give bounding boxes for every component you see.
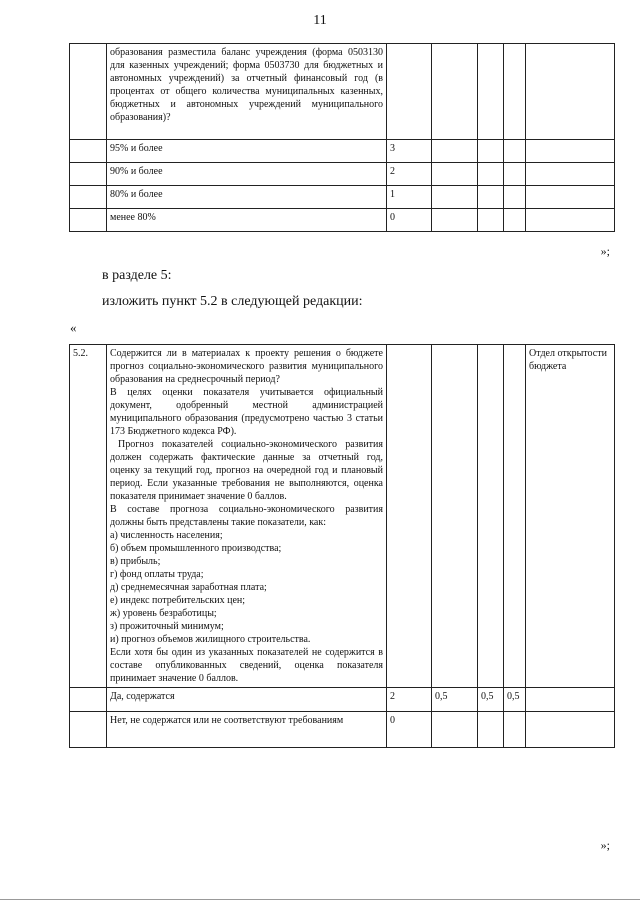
answer-label: 80% и более (107, 186, 387, 209)
list-item: з) прожиточный минимум; (110, 621, 224, 632)
criterion-paragraph: В целях оценки показателя учитывается официальный документ, одобренный местной администрацией муниципального образования (предусмотрено частью 3 статьи 173 Бюджетного кодекса РФ). (110, 387, 383, 437)
answer-score: 0 (387, 712, 432, 748)
instruction-text: изложить пункт 5.2 в следующей редакции: (102, 294, 363, 309)
criterion-question: Содержится ли в материалах к проекту решения о бюджете прогноз социально-экономического развития муниципального образования на среднесрочный период? (110, 348, 383, 385)
page-bottom-rule (0, 899, 640, 900)
table-row (70, 140, 615, 163)
criterion-paragraph: В составе прогноза социально-экономического развития должны быть представлены такие показатели, как: (110, 504, 383, 528)
criteria-table-1 (69, 43, 615, 232)
table-row (70, 163, 615, 186)
answer-score: 1 (387, 186, 432, 209)
answer-score: 0 (387, 209, 432, 232)
criterion-description (107, 345, 387, 688)
answer-label: Да, содержатся (107, 688, 387, 712)
question-text: образования разместила баланс учреждения (форма 0503130 для казенных учреждений; форма 0503730 для бюджетных и автономных учреждений) за отчетный финансовый год (в процентах от общего количества муниципальных казенных, бюджетных и автономных учреждений муниципального образования)? (107, 44, 387, 140)
table-row (70, 186, 615, 209)
list-item: д) среднемесячная заработная плата; (110, 582, 267, 593)
list-item: е) индекс потребительских цен; (110, 595, 246, 606)
list-item: г) фонд оплаты труда; (110, 569, 204, 580)
list-item: ж) уровень безработицы; (110, 608, 217, 619)
answer-label: 90% и более (107, 163, 387, 186)
answer-value: 0,5 (504, 688, 526, 712)
list-item: и) прогноз объемов жилищного строительства. (110, 634, 311, 645)
criteria-table-2 (69, 344, 615, 748)
section-heading: в разделе 5: (102, 268, 172, 283)
list-item: б) объем промышленного производства; (110, 543, 282, 554)
table-row (70, 688, 615, 712)
closing-quote: »; (600, 244, 610, 258)
answer-score: 2 (387, 688, 432, 712)
list-item: в) прибыль; (110, 556, 161, 567)
answer-score: 3 (387, 140, 432, 163)
page-number: 11 (313, 13, 327, 28)
table-row (70, 345, 615, 688)
answer-label: 95% и более (107, 140, 387, 163)
answer-label: Нет, не содержатся или не соответствуют требованиям (107, 712, 387, 748)
criterion-paragraph: Если хотя бы один из указанных показателей не содержится в составе опубликованных сведений, оценка показателя принимает значение 0 баллов. (110, 647, 383, 684)
table-row (70, 44, 615, 140)
answer-label: менее 80% (107, 209, 387, 232)
closing-quote: »; (600, 838, 610, 852)
list-item: а) численность населения; (110, 530, 223, 541)
criterion-paragraph: Прогноз показателей социально-экономического развития должен содержать фактические данные за отчетный год, оценку за текущий год, прогноз на очередной год и плановый период. Если указанные требования не выполняются, оценка показателя принимает значение 0 баллов. (110, 439, 383, 502)
opening-quote: « (70, 320, 77, 335)
table-row (70, 712, 615, 748)
table-row (70, 209, 615, 232)
item-number: 5.2. (70, 345, 107, 688)
answer-score: 2 (387, 163, 432, 186)
responsible-unit: Отдел открытости бюджета (526, 345, 615, 688)
answer-value: 0,5 (432, 688, 478, 712)
answer-value: 0,5 (478, 688, 504, 712)
